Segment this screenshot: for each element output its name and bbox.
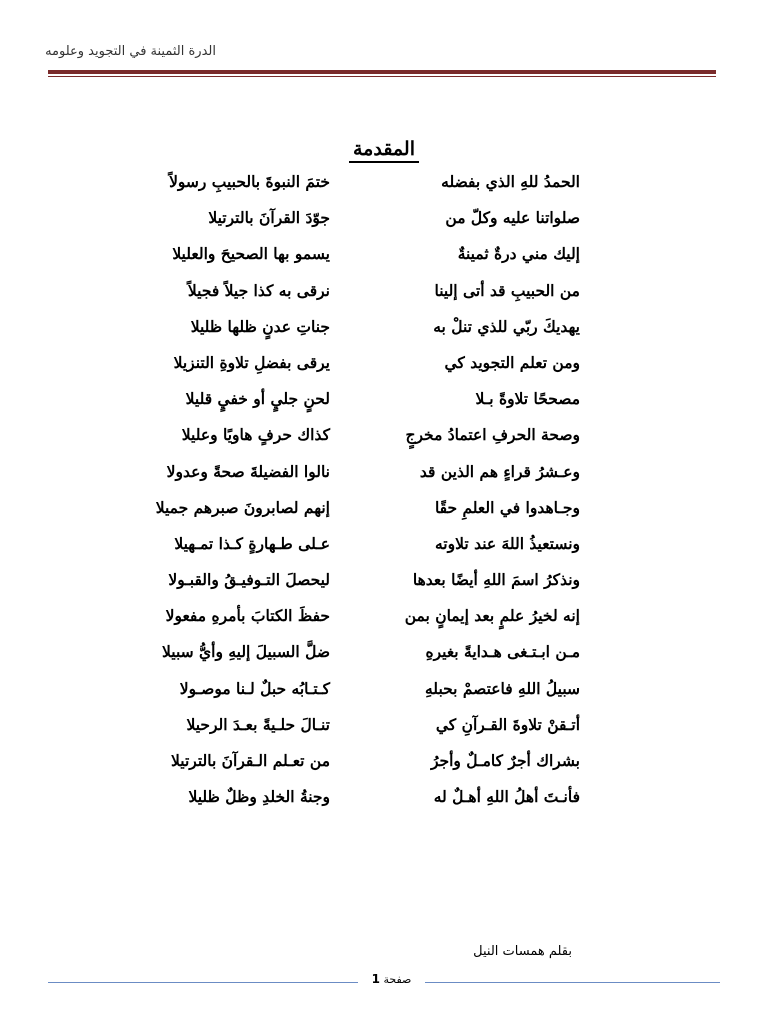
verse-line [0,530,768,566]
header-divider-thin [48,76,716,77]
verse-line [0,638,768,674]
verse-line [0,421,768,457]
verse-first-hemistich: ونذكرُ اسمَ اللهِ أيضًا بعدها [412,570,580,590]
verse-line [0,783,768,819]
verse-first-hemistich: من الحبيبِ قد أتى إلينا [434,280,580,300]
verse-second-hemistich: ختمَ النبوةَ بالحبيبِ رسولاً [169,172,330,191]
verse-first-hemistich: وصحة الحرفِ اعتمادُ مخرجٍ [405,425,580,445]
verse-second-hemistich: وجنةُ الخلدِ وظلٌ ظليلا [188,787,330,807]
verse-second-hemistich: يرقى بفضلِ تلاوةِ التنزيلا [173,352,330,372]
verse-line [0,349,768,385]
verse-second-hemistich: حفظَ الكتابَ بأمرهِ مفعولا [165,606,330,626]
verse-first-hemistich: الحمدُ للهِ الذي بفضله [441,172,580,191]
verse-first-hemistich: إليك مني درةٌ ثمينةٌ [457,244,580,264]
verse-first-hemistich: أتـقنْ تلاوةَ القـرآنِ كي [435,714,580,734]
page-header-title: الدرة الثمينة في التجويد وعلومه [45,44,216,59]
verse-line [0,494,768,530]
verse-second-hemistich: ضلَّ السبيلَ إليهِ وأيُّ سبيلا [162,642,330,662]
verse-line [0,747,768,783]
verse-first-hemistich: بشراك أجرٌ كامـلٌ وأجرُ [430,751,580,770]
verse-line [0,711,768,747]
footer-rule-left [48,982,358,983]
verse-line [0,168,768,204]
verse-first-hemistich: ومن تعلم التجويد كي [444,352,580,372]
verse-second-hemistich: إنهم لصابرونَ صبرهم جميلا [155,497,330,517]
verse-first-hemistich: وعـشرُ قراءٍ هم الذين قد [419,461,580,481]
verse-line [0,458,768,494]
verse-line [0,602,768,638]
verse-second-hemistich: جناتِ عدنٍ ظلها ظليلا [190,316,330,336]
author-signature: بقلم همسات النيل [473,944,572,959]
verse-line [0,277,768,313]
verse-first-hemistich: صلواتنا عليه وكلّ من [445,208,580,228]
verse-line [0,313,768,349]
header-divider-thick [48,70,716,74]
verse-second-hemistich: كـتـابُه حبلٌ لـنا موصـولا [179,678,330,698]
header-divider [48,70,716,77]
verse-second-hemistich: لحنٍ جليٍ أو خفيٍ قليلا [185,389,330,409]
verse-first-hemistich: مصححًا تلاوةً بـلا [475,389,580,409]
verse-second-hemistich: كذاك حرفٍ هاويًا وعليلا [181,425,330,445]
verse-first-hemistich: ونستعيذُ اللهَ عند تلاوته [435,533,580,553]
page-number-label: صفحة [383,973,412,986]
page-number-value: 1 [371,972,380,986]
verse-second-hemistich: جوّدَ القرآنَ بالترتيلا [208,208,330,228]
verse-second-hemistich: ليحصلَ التـوفيـقُ والقبـولا [168,570,330,590]
section-title-text: المقدمة [349,138,419,163]
poem [0,168,768,819]
verse-first-hemistich: مـن ابـتـغى هـدايةً بغيرهِ [425,642,580,662]
verse-line [0,675,768,711]
verse-first-hemistich: سبيلُ اللهِ فاعتصمْ بحبلهِ [425,678,580,698]
verse-second-hemistich: نالوا الفضيلةَ صحةً وعدولا [166,461,330,481]
verse-line [0,566,768,602]
verse-second-hemistich: من تعـلم الـقرآنَ بالترتيلا [171,751,330,770]
footer-rule-right [425,982,720,983]
verse-line [0,240,768,276]
verse-line [0,204,768,240]
verse-second-hemistich: تنـالَ حلـيةً بعـدَ الرحيلا [186,714,330,734]
verse-second-hemistich: عـلى طـهارةٍ كـذا تمـهيلا [174,533,330,553]
page-number [358,972,425,986]
verse-first-hemistich: فأنـتَ أهلُ اللهِ أهـلٌ له [433,787,580,807]
verse-first-hemistich: يهديكَ ربّي للذي تنلْ به [433,316,580,336]
section-title [0,138,768,160]
verse-first-hemistich: وجـاهدوا في العلمِ حقًا [434,497,580,517]
verse-second-hemistich: يسمو بها الصحيحَ والعليلا [172,244,330,264]
verse-line [0,385,768,421]
verse-first-hemistich: إنه لخيرُ علمٍ بعد إيمانٍ بمن [404,606,580,626]
verse-second-hemistich: نرقى به كذا جيلاً فجيلاً [187,280,330,300]
